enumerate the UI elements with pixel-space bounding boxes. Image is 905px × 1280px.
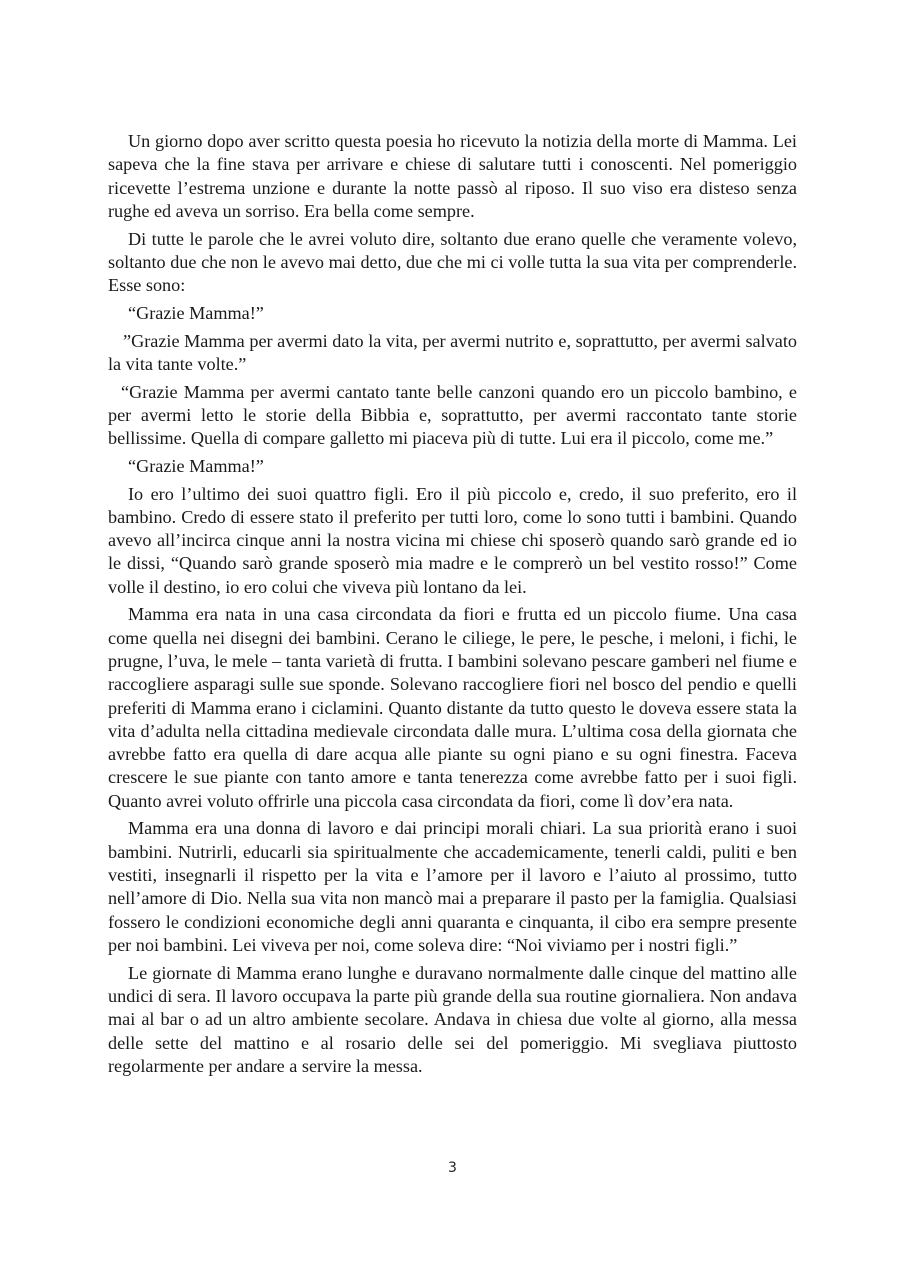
paragraph: Mamma era una donna di lavoro e dai principi morali chiari. La sua priorità erano i suoi bambini. Nutrirli, educarli sia spiritualmente che accademicamente, tenerli caldi, puliti e ben vestiti, insegnarli il rispetto per la vita e l’amore per il lavoro e l’aiuto al prossimo, tutto nell’amore di Dio. Nella sua vita non mancò mai a preparare il pasto per la famiglia. Qualsiasi fossero le condizioni economiche degli anni quaranta e cinquanta, il cibo era sempre presente per noi bambini. Lei viveva per noi, come soleva dire: “Noi viviamo per i nostri figli.” (108, 818, 797, 955)
paragraph: “Grazie Mamma!” (128, 302, 264, 323)
paragraph: Le giornate di Mamma erano lunghe e duravano normalmente dalle cinque del mattino alle undici di sera. Il lavoro occupava la parte più grande della sua routine giornaliera. Non andava mai al bar o ad un altro ambiente secolare. Andava in chiesa due volte al giorno, alla messa delle sette del mattino e al rosario delle sei del pomeriggio. Mi svegliava piuttosto regolarmente per andare a servire la messa. (108, 962, 797, 1076)
paragraph: “Grazie Mamma!” (128, 455, 264, 476)
paragraph: Un giorno dopo aver scritto questa poesia ho ricevuto la notizia della morte di Mamma. Lei sapeva che la fine stava per arrivare e chiese di salutare tutti i conoscenti. Nel pomeriggio ricevette l’estrema unzione e durante la notte passò al riposo. Il suo viso era disteso senza rughe ed aveva un sorriso. Era bella come sempre. (108, 131, 797, 221)
paragraph: Io ero l’ultimo dei suoi quattro figli. Ero il più piccolo e, credo, il suo preferito, ero il bambino. Credo di essere stato il preferito per tutti loro, come lo sono tutti i bambini. Quando avevo all’incirca cinque anni la nostra vicina mi chiese chi sposerò quando sarò grande ed io le dissi, “Quando sarò grande sposerò mia madre e le comprerò un bel vestito rosso!” Come volle il destino, io ero colui che viveva più lontano da lei. (108, 483, 797, 597)
page-number: 3 (448, 1160, 457, 1176)
paragraph: “Grazie Mamma per avermi cantato tante belle canzoni quando ero un piccolo bambino, e per avermi letto le storie della Bibbia e, soprattutto, per avermi raccontato tante storie bellissime. Quella di compare galletto mi piaceva più di tutte. Lui era il piccolo, come me.” (108, 381, 797, 449)
paragraph: ”Grazie Mamma per avermi dato la vita, per avermi nutrito e, soprattutto, per avermi salvato la vita tante volte.” (108, 330, 797, 374)
paragraph: Mamma era nata in una casa circondata da fiori e frutta ed un piccolo fiume. Una casa come quella nei disegni dei bambini. Cerano le ciliege, le pere, le pesche, i meloni, i fichi, le prugne, l’uva, le mele – tanta varietà di frutta. I bambini solevano pescare gamberi nel fiume e raccogliere asparagi sulle sue sponde. Solevano raccogliere fiori nel bosco del pendio e quelli preferiti di Mamma erano i ciclamini. Quanto distante da tutto questo le doveva essere stata la vita d’adulta nella cittadina medievale circondata dalle mura. L’ultima cosa della giornata che avrebbe fatto era quella di dare acqua alle piante su ogni piano e su ogni finestra. Faceva crescere le sue piante con tanto amore e tanta tenerezza come avrebbe fatto per i suoi figli. Quanto avrei voluto offrirle una piccola casa circondata da fiori, come lì dov’era nata. (108, 604, 797, 811)
paragraph: Di tutte le parole che le avrei voluto dire, soltanto due erano quelle che veramente volevo, soltanto due che non le avevo mai detto, due che mi ci volle tutta la sua vita per comprenderle. Esse sono: (108, 228, 797, 296)
body-text (108, 130, 797, 1082)
